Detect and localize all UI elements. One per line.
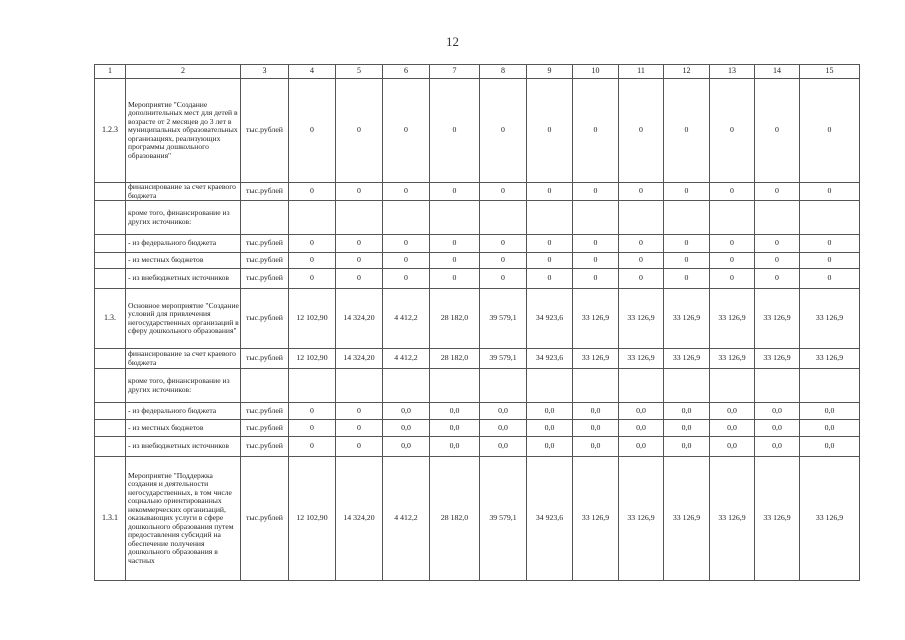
column-header-2: 2 — [126, 65, 241, 79]
row-value-col-5: 0 — [336, 420, 383, 437]
row-value-col-4: 12 102,90 — [289, 289, 336, 349]
row-code — [95, 269, 126, 289]
row-value-col-9: 34 923,6 — [527, 349, 573, 369]
row-value-col-5 — [336, 369, 383, 403]
row-value-col-7: 28 182,0 — [430, 349, 480, 369]
row-code — [95, 235, 126, 253]
row-code — [95, 437, 126, 457]
row-value-col-14: 0 — [755, 235, 800, 253]
row-code — [95, 201, 126, 235]
row-value-col-4: 0 — [289, 403, 336, 420]
row-value-col-14: 0 — [755, 79, 800, 183]
row-value-col-12: 0 — [664, 79, 710, 183]
row-value-col-4: 12 102,90 — [289, 457, 336, 581]
row-value-col-13: 33 126,9 — [710, 457, 755, 581]
row-value-col-10: 0,0 — [573, 437, 619, 457]
row-value-col-8: 0 — [480, 79, 527, 183]
column-header-6: 6 — [383, 65, 430, 79]
row-value-col-10 — [573, 201, 619, 235]
row-name: - из внебюджетных источников — [126, 269, 241, 289]
row-value-col-15: 0,0 — [800, 420, 860, 437]
row-value-col-6: 0 — [383, 183, 430, 201]
row-value-col-7 — [430, 369, 480, 403]
row-value-col-15: 0 — [800, 235, 860, 253]
row-value-col-10: 0 — [573, 79, 619, 183]
row-value-col-9: 0,0 — [527, 420, 573, 437]
row-code: 1.3.1 — [95, 457, 126, 581]
row-value-col-5: 0 — [336, 403, 383, 420]
row-value-col-6: 4 412,2 — [383, 457, 430, 581]
row-value-col-11: 33 126,9 — [619, 289, 664, 349]
row-unit: тыс.рублей — [241, 235, 289, 253]
row-value-col-9 — [527, 201, 573, 235]
table-row — [95, 420, 860, 437]
row-value-col-8: 39 579,1 — [480, 457, 527, 581]
row-value-col-15: 33 126,9 — [800, 457, 860, 581]
table-row — [95, 349, 860, 369]
row-name: кроме того, финансирование из других источников: — [126, 369, 241, 403]
row-value-col-14: 0 — [755, 183, 800, 201]
row-value-col-15: 33 126,9 — [800, 289, 860, 349]
row-unit: тыс.рублей — [241, 79, 289, 183]
row-value-col-9: 0 — [527, 79, 573, 183]
row-value-col-6: 0 — [383, 235, 430, 253]
row-value-col-13 — [710, 201, 755, 235]
row-value-col-7: 0 — [430, 235, 480, 253]
table-row — [95, 289, 860, 349]
row-value-col-8: 0,0 — [480, 437, 527, 457]
row-value-col-6: 0 — [383, 269, 430, 289]
column-header-11: 11 — [619, 65, 664, 79]
row-value-col-9: 0 — [527, 253, 573, 269]
row-value-col-12 — [664, 369, 710, 403]
row-value-col-12: 0,0 — [664, 403, 710, 420]
row-value-col-10: 33 126,9 — [573, 349, 619, 369]
row-value-col-11: 0 — [619, 235, 664, 253]
row-value-col-7: 0,0 — [430, 420, 480, 437]
table-row — [95, 437, 860, 457]
table-row — [95, 403, 860, 420]
row-value-col-7: 0,0 — [430, 437, 480, 457]
row-value-col-13 — [710, 369, 755, 403]
column-header-7: 7 — [430, 65, 480, 79]
row-value-col-12: 0 — [664, 183, 710, 201]
row-value-col-4: 0 — [289, 183, 336, 201]
row-value-col-14: 33 126,9 — [755, 289, 800, 349]
table-row — [95, 269, 860, 289]
row-value-col-4: 12 102,90 — [289, 349, 336, 369]
row-name: - из местных бюджетов — [126, 253, 241, 269]
row-value-col-6: 0 — [383, 79, 430, 183]
row-value-col-8: 0 — [480, 269, 527, 289]
row-unit — [241, 369, 289, 403]
row-unit: тыс.рублей — [241, 183, 289, 201]
row-value-col-14: 33 126,9 — [755, 349, 800, 369]
row-value-col-5: 0 — [336, 437, 383, 457]
row-value-col-9: 0 — [527, 183, 573, 201]
row-value-col-7: 28 182,0 — [430, 457, 480, 581]
row-code: 1.2.3 — [95, 79, 126, 183]
row-unit: тыс.рублей — [241, 420, 289, 437]
row-name: - из местных бюджетов — [126, 420, 241, 437]
financing-table — [94, 64, 860, 581]
row-name: - из федерального бюджета — [126, 235, 241, 253]
row-value-col-12 — [664, 201, 710, 235]
row-value-col-4: 0 — [289, 79, 336, 183]
row-value-col-4: 0 — [289, 253, 336, 269]
row-value-col-6: 0,0 — [383, 403, 430, 420]
row-unit: тыс.рублей — [241, 403, 289, 420]
row-value-col-11: 0 — [619, 269, 664, 289]
column-header-12: 12 — [664, 65, 710, 79]
row-unit: тыс.рублей — [241, 269, 289, 289]
row-value-col-11: 0 — [619, 253, 664, 269]
row-value-col-10: 0 — [573, 183, 619, 201]
row-code — [95, 369, 126, 403]
row-code — [95, 183, 126, 201]
row-value-col-12: 33 126,9 — [664, 289, 710, 349]
row-value-col-8 — [480, 369, 527, 403]
row-value-col-14: 33 126,9 — [755, 457, 800, 581]
row-value-col-4: 0 — [289, 269, 336, 289]
row-value-col-8: 0 — [480, 253, 527, 269]
row-value-col-13: 0 — [710, 235, 755, 253]
column-header-8: 8 — [480, 65, 527, 79]
row-value-col-10: 0 — [573, 253, 619, 269]
row-value-col-7: 0 — [430, 269, 480, 289]
row-value-col-10 — [573, 369, 619, 403]
row-value-col-10: 0,0 — [573, 420, 619, 437]
row-value-col-13: 0 — [710, 269, 755, 289]
row-value-col-13: 0 — [710, 253, 755, 269]
row-value-col-9: 34 923,6 — [527, 457, 573, 581]
column-header-5: 5 — [336, 65, 383, 79]
row-value-col-5: 14 324,20 — [336, 289, 383, 349]
row-name: кроме того, финансирование из других источников: — [126, 201, 241, 235]
row-value-col-13: 0,0 — [710, 403, 755, 420]
row-value-col-5: 14 324,20 — [336, 349, 383, 369]
row-value-col-7: 0,0 — [430, 403, 480, 420]
row-value-col-4: 0 — [289, 420, 336, 437]
row-value-col-15 — [800, 201, 860, 235]
row-value-col-8: 39 579,1 — [480, 289, 527, 349]
row-value-col-12: 0 — [664, 269, 710, 289]
row-name: - из федерального бюджета — [126, 403, 241, 420]
row-value-col-11 — [619, 201, 664, 235]
row-name: Мероприятие "Создание дополнительных мест для детей в возрасте от 2 месяцев до 3 лет в муниципальных образовательных организациях, реализующих программы дошкольного образования" — [126, 79, 241, 183]
row-value-col-12: 33 126,9 — [664, 349, 710, 369]
row-value-col-6: 0,0 — [383, 420, 430, 437]
column-header-1: 1 — [95, 65, 126, 79]
row-code: 1.3. — [95, 289, 126, 349]
row-value-col-5: 0 — [336, 253, 383, 269]
row-value-col-8: 0,0 — [480, 403, 527, 420]
row-value-col-8: 0 — [480, 235, 527, 253]
row-value-col-10: 33 126,9 — [573, 289, 619, 349]
row-value-col-6: 0 — [383, 253, 430, 269]
row-name: финансирование за счет краевого бюджета — [126, 183, 241, 201]
row-value-col-7: 0 — [430, 79, 480, 183]
row-unit — [241, 201, 289, 235]
row-value-col-4: 0 — [289, 235, 336, 253]
column-header-3: 3 — [241, 65, 289, 79]
row-value-col-13: 33 126,9 — [710, 349, 755, 369]
row-value-col-10: 0 — [573, 269, 619, 289]
row-value-col-5: 0 — [336, 235, 383, 253]
table-row — [95, 369, 860, 403]
row-value-col-15: 33 126,9 — [800, 349, 860, 369]
row-value-col-7 — [430, 201, 480, 235]
row-value-col-12: 0 — [664, 253, 710, 269]
column-header-13: 13 — [710, 65, 755, 79]
row-value-col-11: 0,0 — [619, 420, 664, 437]
row-value-col-4 — [289, 369, 336, 403]
row-value-col-12: 0,0 — [664, 437, 710, 457]
row-name: Основное мероприятие "Создание условий для привлечения негосударственных организаций в сферу дошкольного образования" — [126, 289, 241, 349]
row-unit: тыс.рублей — [241, 437, 289, 457]
table-row — [95, 79, 860, 183]
table-header-row — [95, 65, 860, 79]
row-value-col-14 — [755, 369, 800, 403]
column-header-14: 14 — [755, 65, 800, 79]
row-value-col-10: 0,0 — [573, 403, 619, 420]
row-value-col-11: 33 126,9 — [619, 349, 664, 369]
row-unit: тыс.рублей — [241, 289, 289, 349]
row-value-col-11: 0,0 — [619, 437, 664, 457]
row-value-col-13: 0,0 — [710, 420, 755, 437]
row-value-col-14: 0,0 — [755, 420, 800, 437]
row-value-col-13: 33 126,9 — [710, 289, 755, 349]
row-name: - из внебюджетных источников — [126, 437, 241, 457]
column-header-15: 15 — [800, 65, 860, 79]
row-value-col-5: 14 324,20 — [336, 457, 383, 581]
row-value-col-9: 0,0 — [527, 403, 573, 420]
row-value-col-9: 0 — [527, 235, 573, 253]
row-value-col-15: 0 — [800, 183, 860, 201]
table-row — [95, 253, 860, 269]
row-value-col-14: 0 — [755, 253, 800, 269]
row-value-col-12: 33 126,9 — [664, 457, 710, 581]
row-code — [95, 253, 126, 269]
row-value-col-14: 0,0 — [755, 403, 800, 420]
row-value-col-11: 0,0 — [619, 403, 664, 420]
row-value-col-7: 0 — [430, 253, 480, 269]
row-value-col-12: 0 — [664, 235, 710, 253]
row-value-col-8: 0,0 — [480, 420, 527, 437]
row-value-col-5: 0 — [336, 183, 383, 201]
row-name: финансирование за счет краевого бюджета — [126, 349, 241, 369]
row-value-col-15: 0,0 — [800, 403, 860, 420]
row-value-col-9 — [527, 369, 573, 403]
row-unit: тыс.рублей — [241, 253, 289, 269]
row-value-col-8: 0 — [480, 183, 527, 201]
table-row — [95, 183, 860, 201]
row-code — [95, 349, 126, 369]
row-value-col-6: 0,0 — [383, 437, 430, 457]
row-value-col-15 — [800, 369, 860, 403]
row-value-col-11: 0 — [619, 183, 664, 201]
row-value-col-4: 0 — [289, 437, 336, 457]
row-value-col-15: 0 — [800, 79, 860, 183]
row-value-col-5: 0 — [336, 79, 383, 183]
row-value-col-6 — [383, 201, 430, 235]
row-value-col-11: 33 126,9 — [619, 457, 664, 581]
row-value-col-10: 0 — [573, 235, 619, 253]
row-value-col-8: 39 579,1 — [480, 349, 527, 369]
row-code — [95, 403, 126, 420]
row-value-col-15: 0 — [800, 253, 860, 269]
table-row — [95, 457, 860, 581]
row-value-col-4 — [289, 201, 336, 235]
row-code — [95, 420, 126, 437]
row-value-col-6: 4 412,2 — [383, 349, 430, 369]
column-header-4: 4 — [289, 65, 336, 79]
row-value-col-12: 0,0 — [664, 420, 710, 437]
row-value-col-6 — [383, 369, 430, 403]
row-value-col-13: 0,0 — [710, 437, 755, 457]
row-value-col-8 — [480, 201, 527, 235]
row-value-col-9: 0,0 — [527, 437, 573, 457]
table-row — [95, 235, 860, 253]
row-value-col-14: 0 — [755, 269, 800, 289]
row-value-col-9: 34 923,6 — [527, 289, 573, 349]
row-value-col-15: 0,0 — [800, 437, 860, 457]
row-value-col-6: 4 412,2 — [383, 289, 430, 349]
row-value-col-13: 0 — [710, 183, 755, 201]
row-value-col-15: 0 — [800, 269, 860, 289]
column-header-10: 10 — [573, 65, 619, 79]
row-value-col-14: 0,0 — [755, 437, 800, 457]
row-value-col-9: 0 — [527, 269, 573, 289]
row-name: Мероприятие "Поддержка создания и деятельности негосударственных, в том числе социально ориентированных некоммерческих организаций, оказывающих услуги в сфере дошкольного образования путем предоставления субсидий на обеспечение получения дошкольного образования в частных — [126, 457, 241, 581]
column-header-9: 9 — [527, 65, 573, 79]
row-value-col-11 — [619, 369, 664, 403]
table-row — [95, 201, 860, 235]
row-value-col-11: 0 — [619, 79, 664, 183]
row-value-col-10: 33 126,9 — [573, 457, 619, 581]
row-value-col-5 — [336, 201, 383, 235]
page-number: 12 — [446, 34, 459, 49]
row-value-col-14 — [755, 201, 800, 235]
row-value-col-7: 0 — [430, 183, 480, 201]
row-value-col-5: 0 — [336, 269, 383, 289]
row-value-col-7: 28 182,0 — [430, 289, 480, 349]
row-value-col-13: 0 — [710, 79, 755, 183]
row-unit: тыс.рублей — [241, 457, 289, 581]
row-unit: тыс.рублей — [241, 349, 289, 369]
